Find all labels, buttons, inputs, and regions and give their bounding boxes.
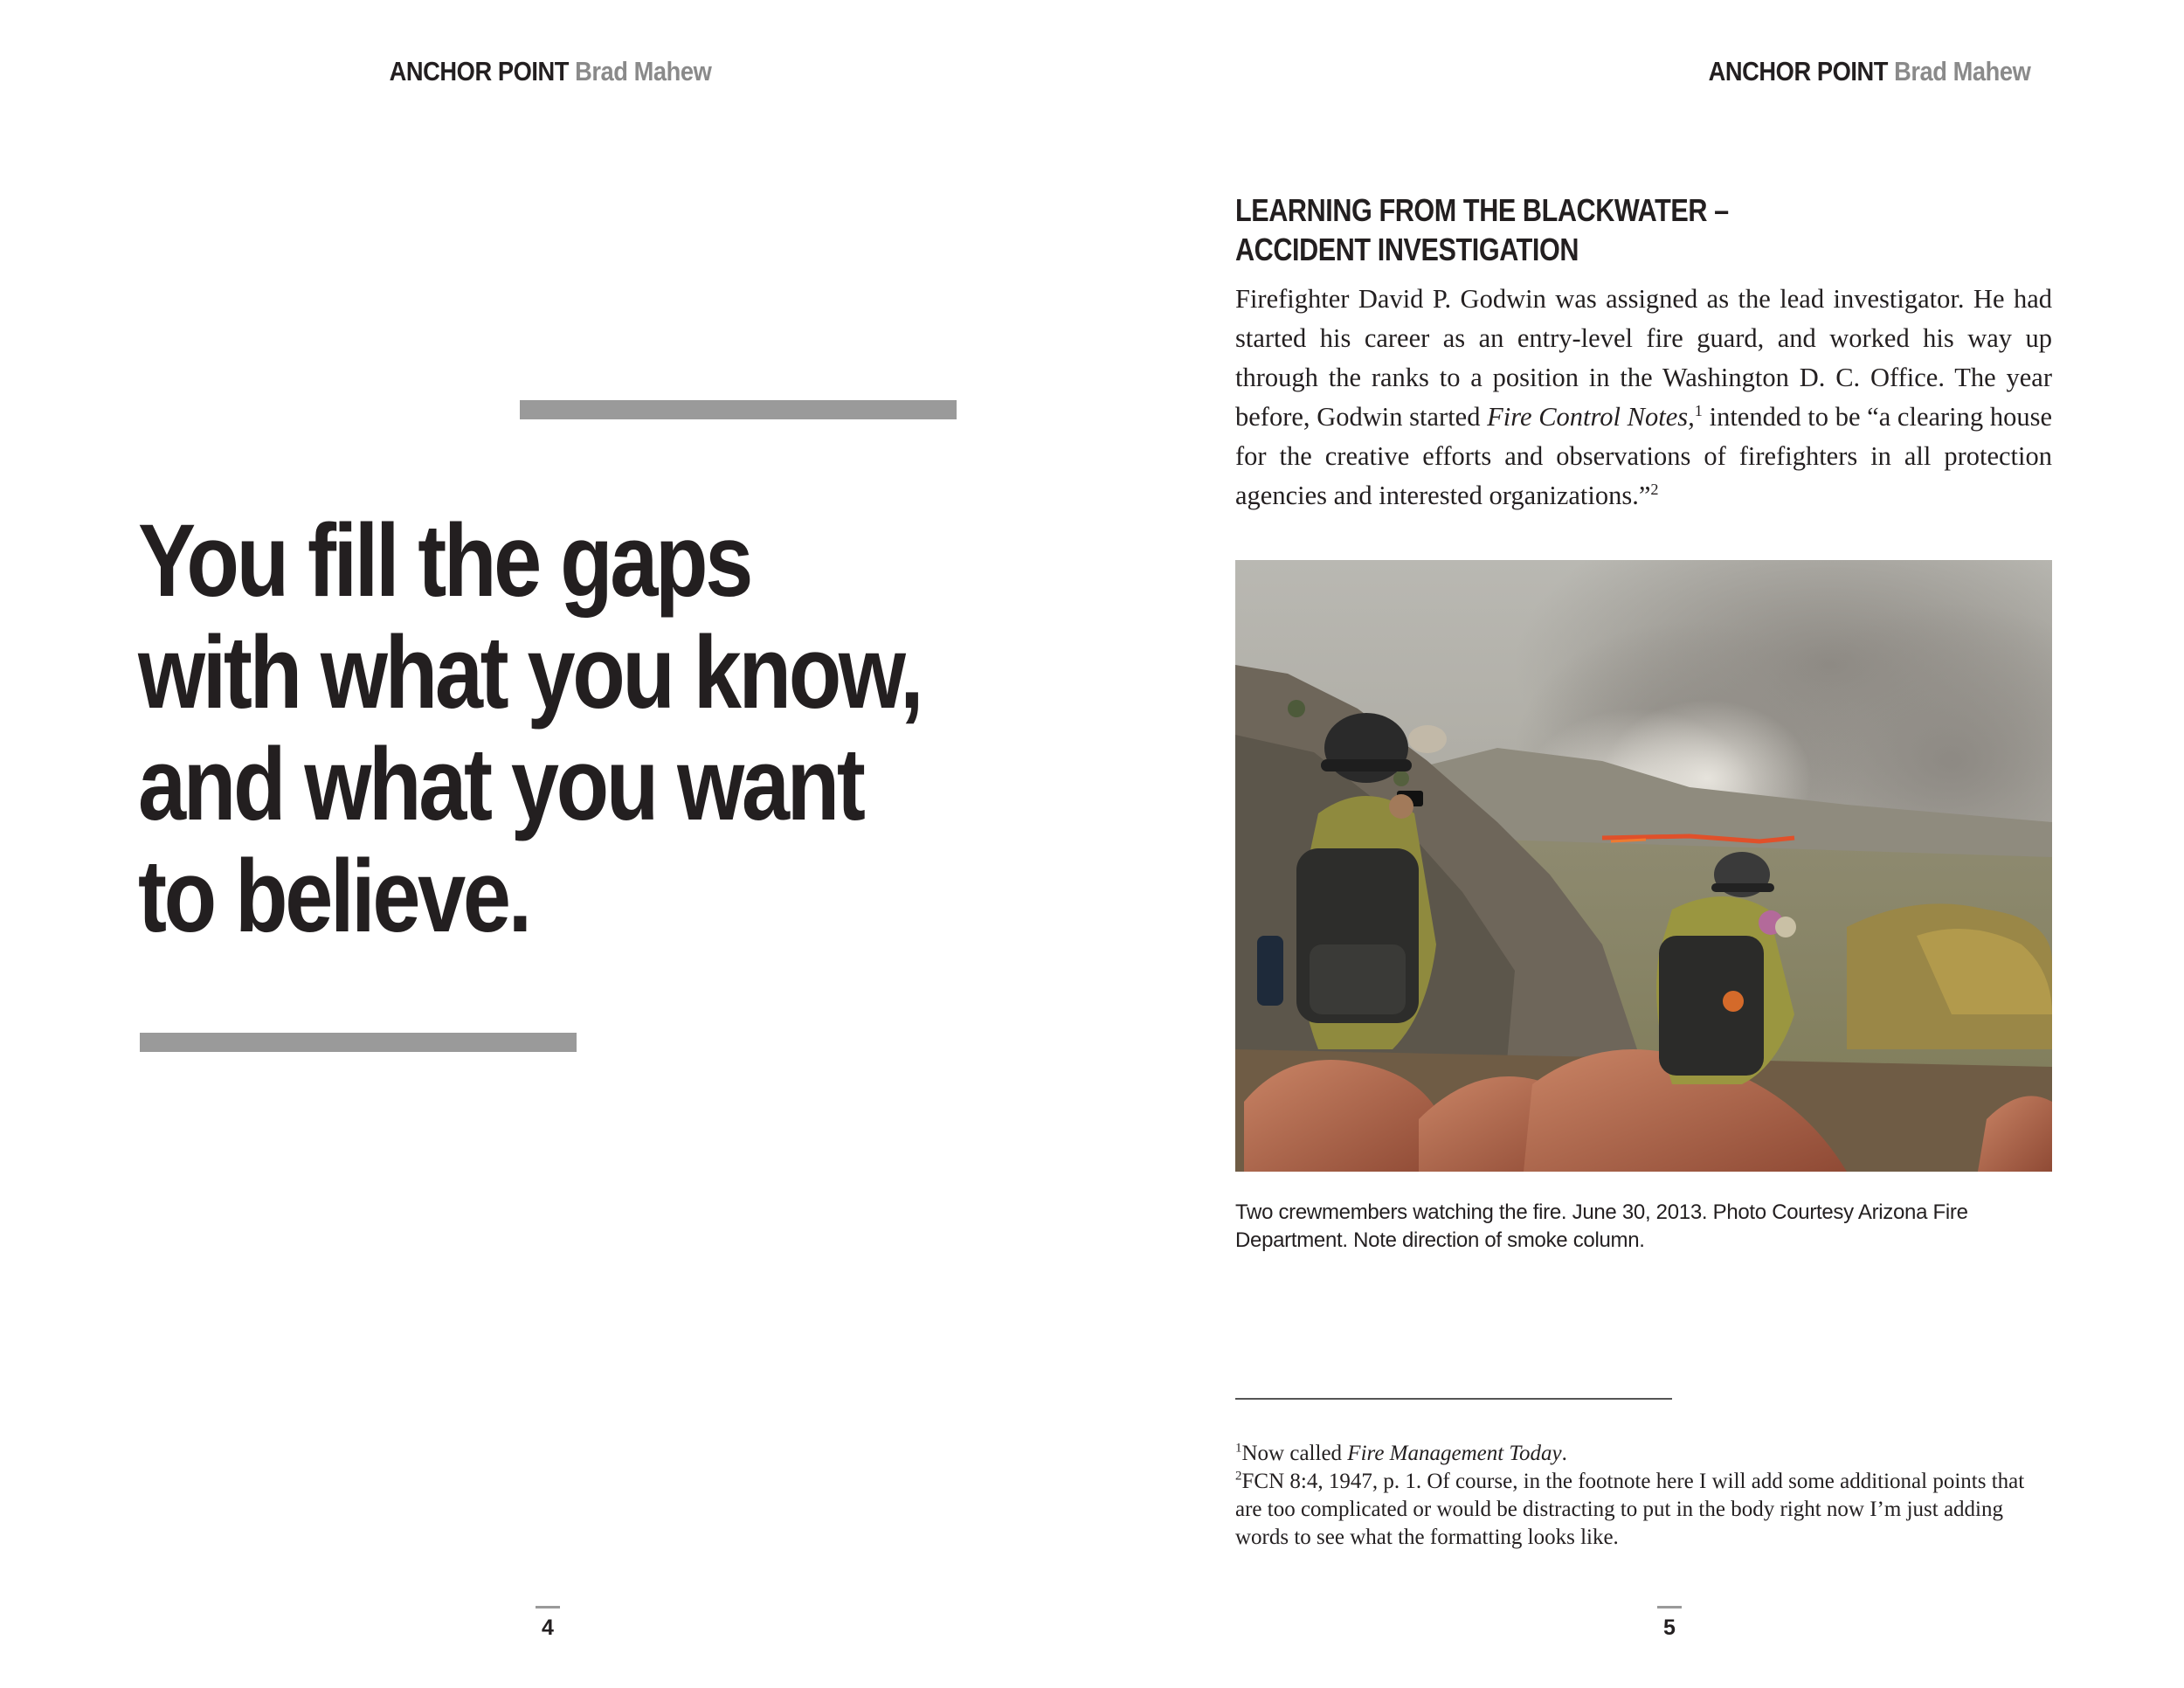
pull-quote-bottom-bar bbox=[140, 1033, 577, 1052]
footnote-italic: Fire Management Today bbox=[1347, 1442, 1562, 1465]
footnote-ref[interactable]: 1 bbox=[1694, 401, 1703, 419]
pull-quote-line: and what you want bbox=[138, 727, 863, 842]
body-italic-title: Fire Control Notes, bbox=[1487, 402, 1695, 432]
body-text-part: Firefighter David P. Godwin was assigned as the lead investigator. He had started his career as an entry-level fire guard, and worked his way up through the ranks to a position in the Washington D. C. Office. The year before, Godwin started bbox=[1235, 284, 2052, 432]
footnote-text: Now called bbox=[1241, 1442, 1348, 1465]
section-title bbox=[1235, 190, 1755, 269]
pull-quote bbox=[138, 503, 922, 954]
right-page bbox=[1092, 0, 2184, 1688]
running-head-title: ANCHOR POINT bbox=[1708, 56, 1889, 86]
running-head-author: Brad Mahew bbox=[575, 56, 712, 86]
footnote-text: FCN 8:4, 1947, p. 1. Of course, in the footnote here I will add some additional points that are too complicated or would be distracting to put in the body right now I’m just adding words to see what the formatting looks like. bbox=[1235, 1470, 2025, 1549]
footnote-1 bbox=[1235, 1440, 2052, 1468]
body-paragraph bbox=[1235, 280, 2052, 515]
wildfire-photo bbox=[1235, 560, 2052, 1172]
footnote-number: 1 bbox=[1235, 1441, 1242, 1456]
footnote-text-end: . bbox=[1561, 1442, 1567, 1465]
photo-illustration bbox=[1235, 560, 2052, 1172]
page-number: 5 bbox=[1643, 1606, 1696, 1641]
running-head bbox=[1600, 56, 2139, 87]
pull-quote-top-bar bbox=[520, 400, 957, 419]
body-text-part: intended to be “a clearing house for the creative efforts and observations of firefighters in all protection agencies and interested organizations.” bbox=[1235, 402, 2052, 510]
pull-quote-line: with what you know, bbox=[138, 615, 922, 730]
footnote-ref[interactable]: 2 bbox=[1650, 480, 1659, 498]
pull-quote-line: to believe. bbox=[138, 839, 529, 954]
footnote-number: 2 bbox=[1235, 1469, 1242, 1484]
page-number: 4 bbox=[522, 1606, 574, 1641]
running-head-author: Brad Mahew bbox=[1894, 56, 2031, 86]
running-head-title: ANCHOR POINT bbox=[389, 56, 570, 86]
footnote-divider bbox=[1235, 1398, 1672, 1400]
photo-caption: Two crewmembers watching the fire. June 30, 2013. Photo Courtesy Arizona Fire Department. Note direction of smoke column. bbox=[1235, 1200, 1968, 1252]
running-head bbox=[281, 56, 819, 87]
footnote-2 bbox=[1235, 1468, 2052, 1552]
section-title-line: ACCIDENT INVESTIGATION bbox=[1235, 232, 1579, 267]
footnotes bbox=[1235, 1440, 2052, 1552]
pull-quote-line: You fill the gaps bbox=[138, 503, 750, 619]
section-title-line: LEARNING FROM THE BLACKWATER – bbox=[1235, 192, 1729, 228]
